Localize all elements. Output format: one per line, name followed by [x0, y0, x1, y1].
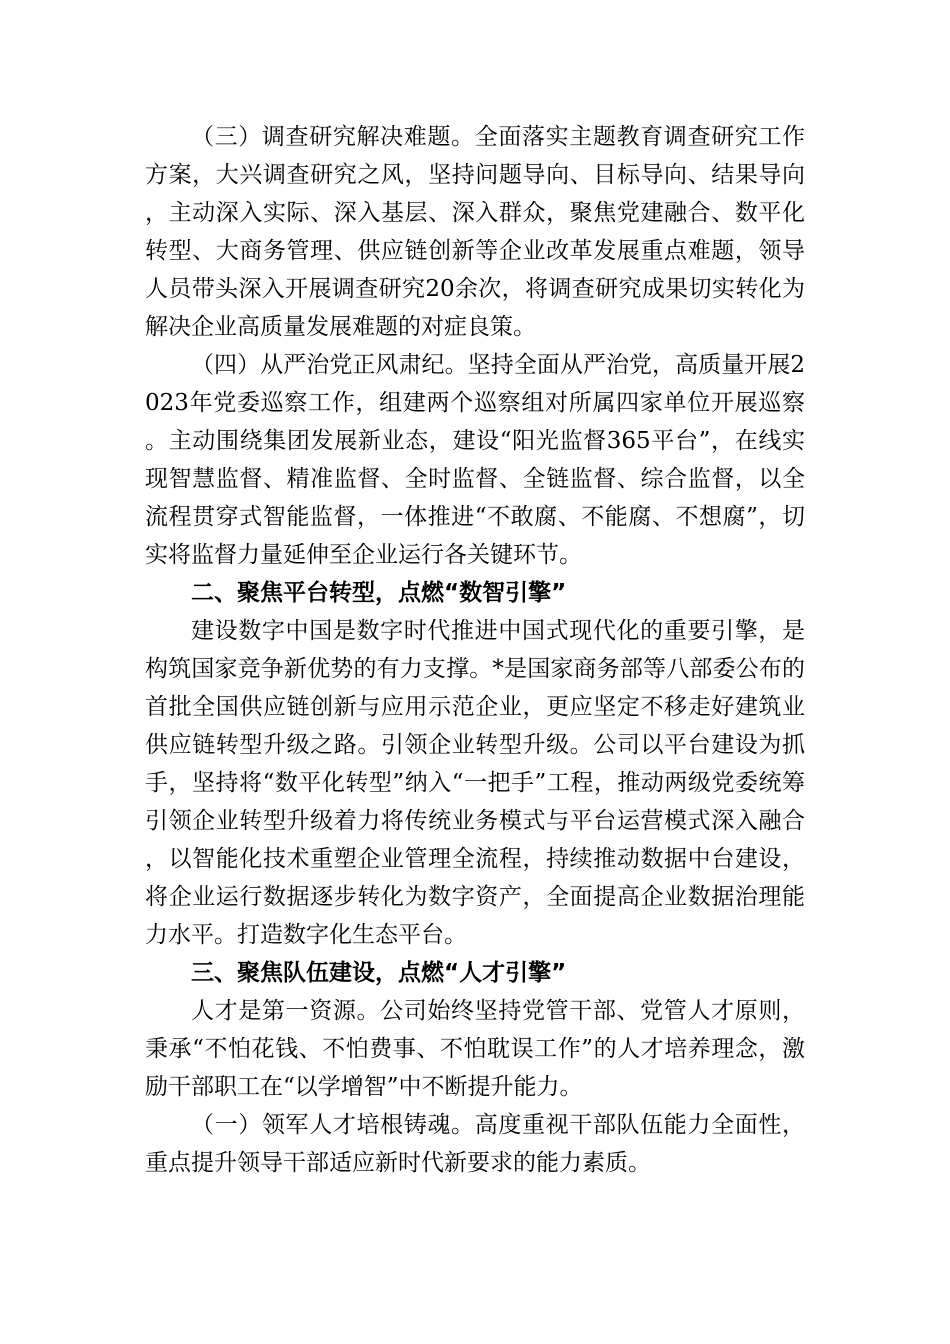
paragraph-investigation-research: [145, 118, 805, 346]
paragraph-strict-party-governance: [145, 346, 805, 574]
section-heading-platform-transformation: 二、聚焦平台转型，点燃“数智引擎”: [191, 580, 567, 606]
paragraph-leading-talent: [145, 1106, 805, 1182]
paragraph-lead: （三）调查研究解决难题。: [191, 124, 475, 150]
section-heading-team-building: 三、聚焦队伍建设，点燃“人才引擎”: [191, 960, 567, 986]
paragraph-lead: （一）领军人才培根铸魂。: [191, 1112, 475, 1138]
paragraph-lead: （四）从严治党正风肃纪。: [191, 352, 468, 378]
paragraph-body: 坚持全面从严治党，高质量开展2023年党委巡察工作，组建两个巡察组对所属四家单位开展巡察。主动围绕集团发展新业态，建设“阳光监督365平台”，在线实现智慧监督、精准监督、全时监督、全链监督、综合监督，以全流程贯穿式智能监督，一体推进“不敢腐、不能腐、不想腐”，切实将监督力量延伸至企业运行各关键环节。: [145, 352, 806, 568]
paragraph-talent-resource: 人才是第一资源。公司始终坚持党管干部、党管人才原则，秉承“不怕花钱、不怕费事、不怕耽误工作”的人才培养理念，激励干部职工在“以学增智”中不断提升能力。: [145, 998, 805, 1100]
document-page: [145, 118, 805, 1182]
paragraph-body: 全面落实主题教育调查研究工作方案，大兴调查研究之风，坚持问题导向、目标导向、结果导向，主动深入实际、深入基层、深入群众，聚焦党建融合、数平化转型、大商务管理、供应链创新等企业改革发展重点难题，领导人员带头深入开展调查研究20余次，将调查研究成果切实转化为解决企业高质量发展难题的对症良策。: [145, 124, 806, 340]
paragraph-body: 高度重视干部队伍能力全面性，重点提升领导干部适应新时代新要求的能力素质。: [145, 1112, 806, 1176]
paragraph-digital-china: 建设数字中国是数字时代推进中国式现代化的重要引擎，是构筑国家竞争新优势的有力支撑。*是国家商务部等八部委公布的首批全国供应链创新与应用示范企业，更应坚定不移走好建筑业供应链转型升级之路。引领企业转型升级。公司以平台建设为抓手，坚持将“数平化转型”纳入“一把手”工程，推动两级党委统筹引领企业转型升级着力将传统业务模式与平台运营模式深入融合，以智能化技术重塑企业管理全流程，持续推动数据中台建设，将企业运行数据逐步转化为数字资产，全面提高企业数据治理能力水平。打造数字化生态平台。: [145, 618, 805, 948]
